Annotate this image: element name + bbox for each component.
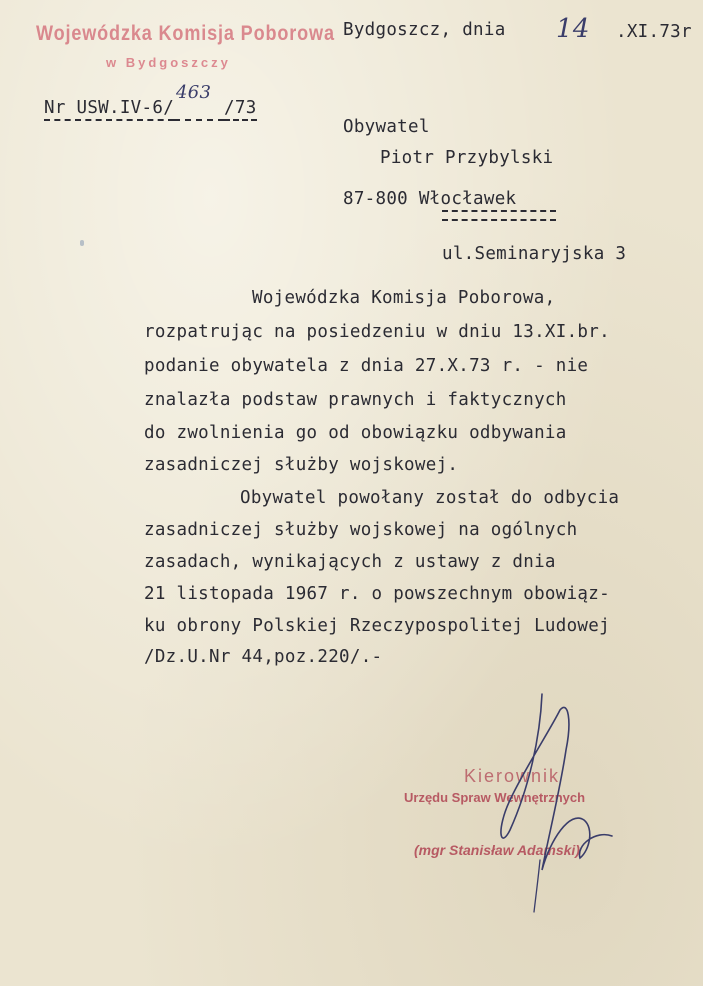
addressee-name: Piotr Przybylski — [380, 148, 554, 168]
city-double-underline — [442, 210, 556, 221]
body-line: znalazła podstaw prawnych i faktycznych — [144, 390, 567, 410]
reference-number-handwritten: 463 — [176, 82, 212, 103]
body-line: Obywatel powołany został do odbycia — [240, 488, 620, 508]
office-stamp-title: Wojewódzka Komisja Poborowa — [36, 22, 335, 45]
body-line: rozpatrując na posiedzeniu w dniu 13.XI.br. — [144, 322, 610, 342]
reference-prefix: Nr USW.IV-6/ — [44, 98, 174, 121]
date-line — [343, 20, 506, 40]
handwritten-signature — [400, 680, 620, 920]
reference-number — [44, 82, 257, 121]
addressee-salutation: Obywatel — [343, 117, 430, 137]
addressee-street: ul.Seminaryjska 3 — [442, 244, 627, 264]
body-line: 21 listopada 1967 r. o powszechnym obowiąz- — [144, 584, 610, 604]
date-day-handwritten: 14 — [556, 14, 590, 44]
signature-stamp-title: Kierownik — [464, 766, 561, 786]
body-line: do zwolnienia go od obowiązku odbywania — [144, 423, 567, 443]
body-line: Wojewódzka Komisja Poborowa, — [252, 288, 556, 308]
reference-number-blank — [174, 82, 224, 121]
signature-stamp-name: (mgr Stanisław Adamski) — [414, 842, 580, 858]
body-line: zasadach, wynikających z ustawy z dnia — [144, 552, 556, 572]
body-line: zasadniczej służby wojskowej. — [144, 455, 459, 475]
place-date-prefix: Bydgoszcz, dnia — [343, 20, 506, 40]
body-line: podanie obywatela z dnia 27.X.73 r. - nie — [144, 356, 589, 376]
reference-suffix: /73 — [224, 98, 257, 121]
office-stamp-city: w Bydgoszczy — [106, 55, 231, 70]
addressee-postal-city: 87-800 Włocławek — [343, 189, 517, 209]
body-line: zasadniczej służby wojskowej na ogólnych — [144, 520, 578, 540]
body-line: /Dz.U.Nr 44,poz.220/.- — [144, 647, 383, 667]
paper-speck — [80, 240, 84, 246]
body-line: ku obrony Polskiej Rzeczypospolitej Ludowej — [144, 616, 610, 636]
signature-stamp-office: Urzędu Spraw Wewnętrznych — [404, 790, 586, 805]
date-month-year: .XI.73r — [616, 22, 692, 42]
